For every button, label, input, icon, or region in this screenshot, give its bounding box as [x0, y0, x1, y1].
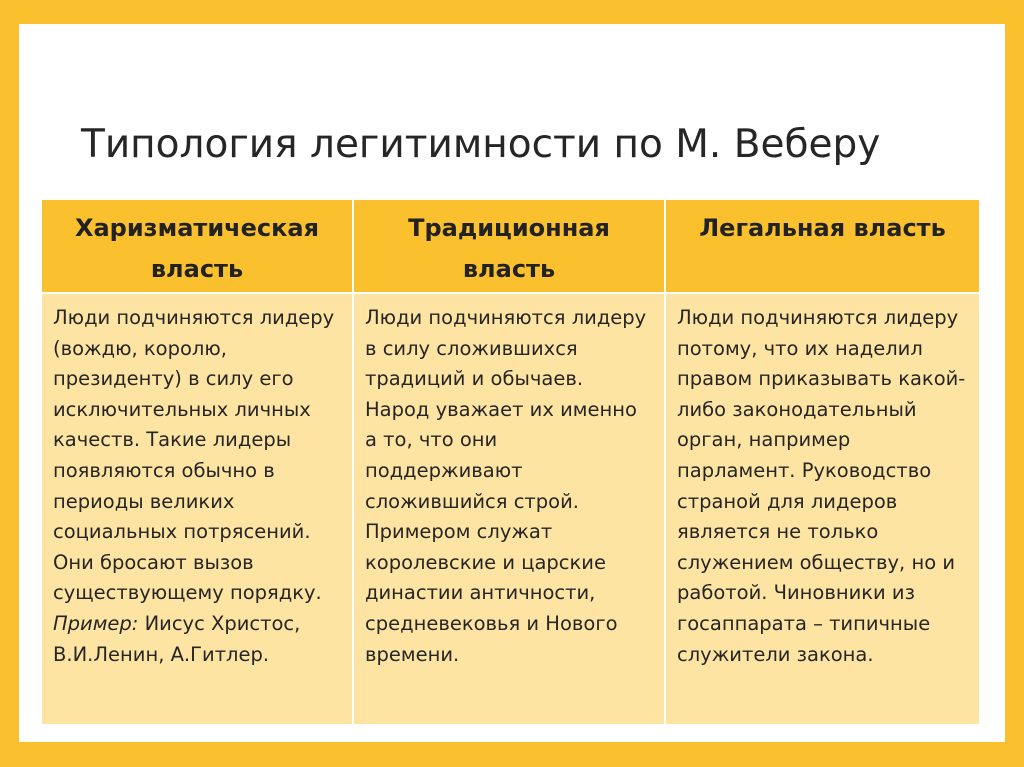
typology-table — [42, 200, 979, 724]
header-charismatic: Харизматическая власть — [42, 200, 353, 293]
legal-description: Люди подчиняются лидеру потому, что их наделил правом приказывать какой-либо законодательный орган, например парламент. Руководство страной для лидеров является не только служением обществу, но и работой. Чиновники из госаппарата – типичные служители закона. — [677, 306, 966, 666]
cell-traditional — [353, 293, 665, 724]
traditional-description: Люди подчиняются лидеру в силу сложившихся традиций и обычаев. Народ уважает их именно а то, что они поддерживают сложившийся строй. Примером служат королевские и царские династии античности, средневековья и Нового времени. — [365, 306, 647, 666]
table-row — [42, 293, 979, 724]
slide-title: Типология легитимности по М. Веберу — [81, 122, 881, 167]
example-label: Пример: — [53, 611, 139, 635]
example-text: Иисус Христос, В.И.Ленин, А.Гитлер. — [53, 611, 301, 666]
slide — [19, 24, 1005, 742]
header-traditional: Традиционная власть — [353, 200, 665, 293]
cell-legal — [665, 293, 979, 724]
charismatic-description: Люди подчиняются лидеру (вождю, королю, президенту) в силу его исключительных личных качеств. Такие лидеры появляются обычно в периоды великих социальных потрясений. Они бросают вызов существующему порядку. — [53, 306, 335, 605]
cell-charismatic — [42, 293, 353, 724]
table-header-row — [42, 200, 979, 293]
header-legal: Легальная власть — [665, 200, 979, 293]
